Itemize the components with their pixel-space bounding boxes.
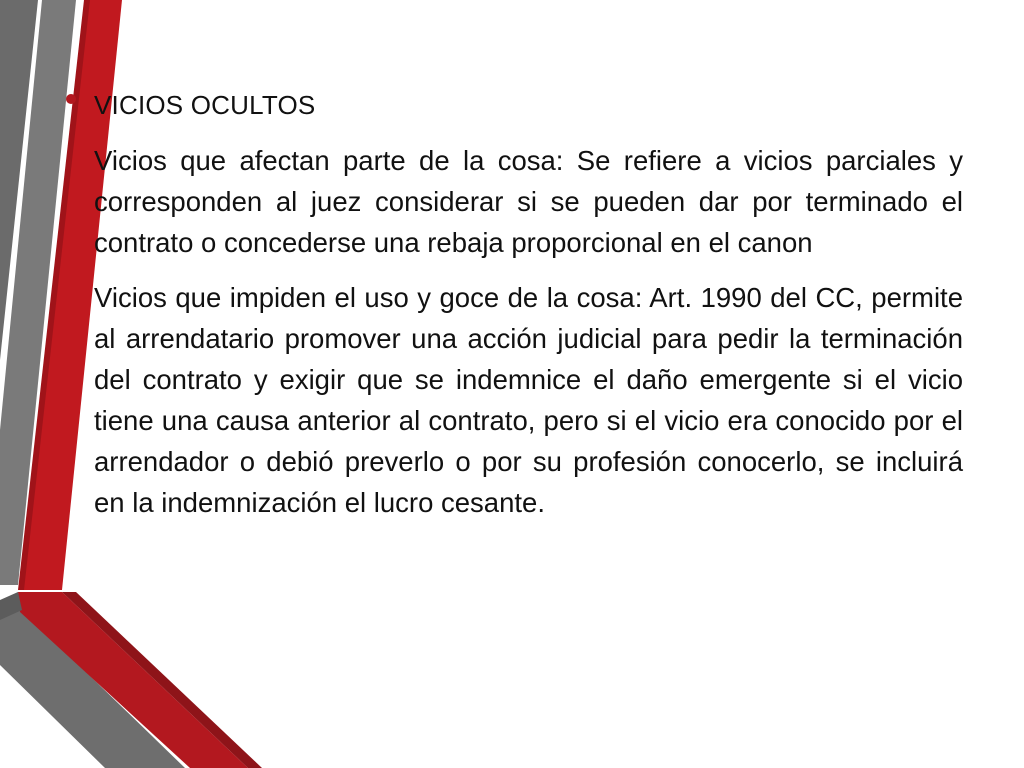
- bullet-dot-icon: [66, 94, 76, 104]
- bullet-item: [94, 84, 963, 126]
- slide-heading: VICIOS OCULTOS: [94, 90, 316, 120]
- paragraph-use-defects: Vicios que impiden el uso y goce de la cosa: Art. 1990 del CC, permite al arrendatario promover una acción judicial para pedir la terminación del contrato y exigir que se indemnice el daño emergente si el vicio tiene una causa anterior al contrato, pero si el vicio era conocido por el arrendador o debió preverlo o por su profesión conocerlo, se incluirá en la indemnización el lucro cesante.: [94, 282, 963, 518]
- slide-body: [94, 84, 963, 537]
- paragraph-partial-defects: Vicios que afectan parte de la cosa: Se refiere a vicios parciales y corresponden al juez considerar si se pueden dar por terminado el contrato o concederse una rebaja proporcional en el canon: [94, 145, 963, 258]
